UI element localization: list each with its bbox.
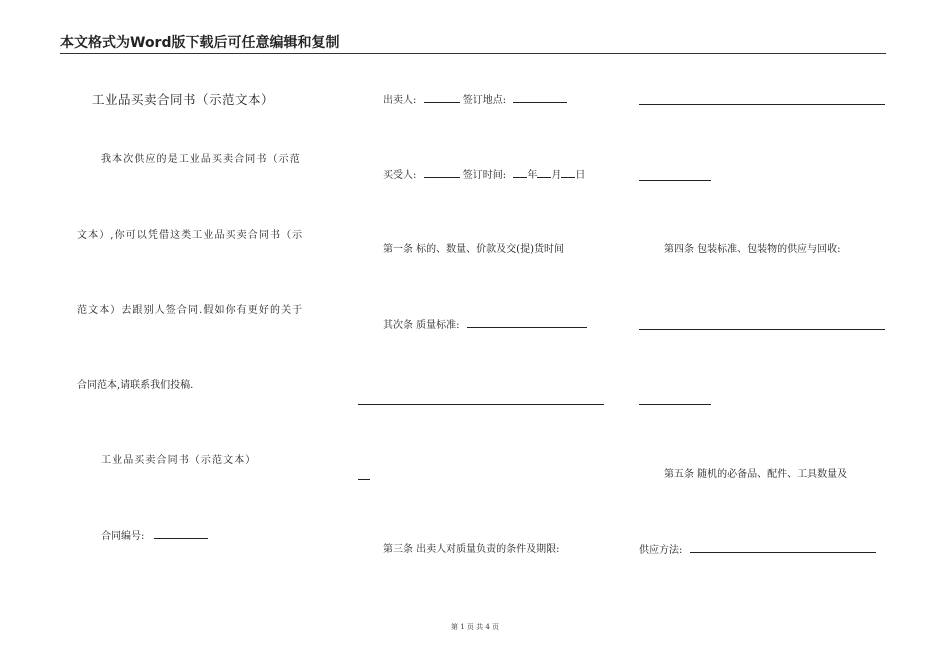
fill-line-short[interactable] bbox=[639, 180, 711, 181]
contract-number-row bbox=[101, 529, 208, 544]
day-label: 日 bbox=[575, 170, 586, 181]
day-blank[interactable] bbox=[561, 168, 575, 178]
sign-place-label: 签订地点: bbox=[462, 95, 507, 106]
buyer-row bbox=[383, 168, 585, 183]
document-header-title: 本文格式为Word版下载后可任意编辑和复制 bbox=[60, 35, 340, 51]
fill-line[interactable] bbox=[639, 329, 885, 330]
article-3: 第三条 出卖人对质量负责的条件及期限: bbox=[383, 544, 560, 555]
supply-method-row bbox=[639, 543, 876, 558]
article-4: 第四条 包装标准、包装物的供应与回收: bbox=[664, 244, 841, 255]
article-5: 第五条 随机的必备品、配件、工具数量及 bbox=[664, 469, 848, 480]
quality-standard-blank[interactable] bbox=[467, 318, 587, 328]
year-blank[interactable] bbox=[513, 168, 527, 178]
intro-line-4: 合同范本,请联系我们投稿. bbox=[77, 380, 194, 391]
intro-line-1: 我本次供应的是工业品买卖合同书（示范 bbox=[101, 154, 301, 165]
supply-method-label: 供应方法: bbox=[639, 545, 683, 556]
fill-line[interactable] bbox=[358, 404, 604, 405]
seller-blank[interactable] bbox=[424, 93, 460, 103]
supply-method-blank[interactable] bbox=[690, 543, 876, 553]
article-1: 第一条 标的、数量、价款及交(提)货时间 bbox=[383, 244, 564, 255]
seller-label: 出卖人: bbox=[383, 95, 417, 106]
article-2-label: 其次条 质量标准: bbox=[383, 320, 460, 331]
year-label: 年 bbox=[527, 170, 538, 181]
page-number: 第 1 页 共 4 页 bbox=[450, 623, 500, 631]
buyer-blank[interactable] bbox=[424, 168, 460, 178]
contract-number-blank[interactable] bbox=[154, 529, 208, 539]
article-2-row bbox=[383, 318, 587, 333]
sign-time-label: 签订时间: bbox=[462, 170, 507, 181]
month-label: 月 bbox=[551, 170, 562, 181]
fill-line-short[interactable] bbox=[639, 404, 711, 405]
fill-line-short[interactable] bbox=[358, 479, 370, 480]
intro-line-3: 范文本）去跟别人签合同.假如你有更好的关于 bbox=[77, 305, 304, 316]
intro-line-2: 文本）,你可以凭借这类工业品买卖合同书（示 bbox=[77, 230, 304, 241]
document-title: 工业品买卖合同书（示范文本） bbox=[92, 92, 275, 107]
contract-subtitle: 工业品买卖合同书（示范文本） bbox=[101, 455, 257, 466]
contract-number-label: 合同编号: bbox=[101, 531, 145, 542]
month-blank[interactable] bbox=[537, 168, 551, 178]
buyer-label: 买受人: bbox=[383, 170, 417, 181]
seller-row bbox=[383, 93, 567, 108]
fill-line[interactable] bbox=[639, 104, 885, 105]
sign-place-blank[interactable] bbox=[513, 93, 567, 103]
header-divider bbox=[60, 53, 886, 54]
